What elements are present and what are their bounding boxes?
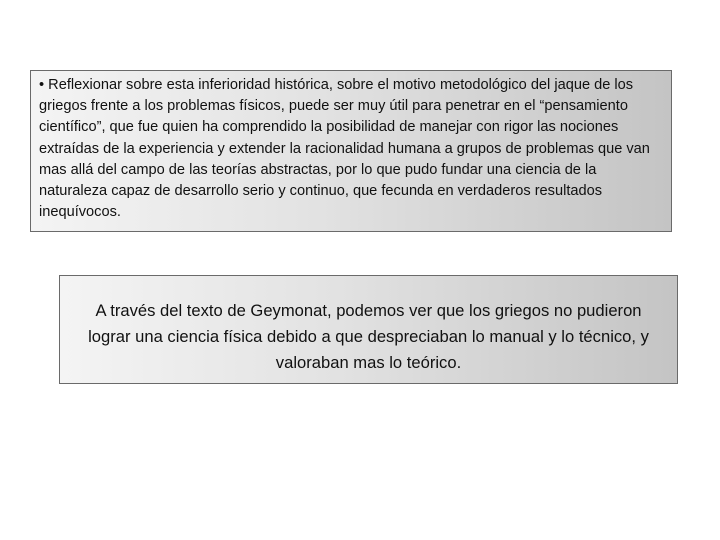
conclusion-text-box (59, 275, 678, 384)
conclusion-paragraph: A través del texto de Geymonat, podemos ver que los griegos no pudieron lograr una ciencia física debido a que despreciaban lo manual y lo técnico, y valoraban mas lo teórico. (88, 301, 649, 372)
quote-text-box (30, 70, 672, 232)
quote-paragraph: Reflexionar sobre esta inferioridad histórica, sobre el motivo metodológico del jaque de los griegos frente a los problemas físicos, puede ser muy útil para penetrar en el “pensamiento científico”, que fue quien ha comprendido la posibilidad de manejar con rigor las nociones extraídas de la experiencia y extender la racionalidad humana a grupos de problemas que van mas allá del campo de las teorías abstractas, por lo que pudo fundar una ciencia de la naturaleza capaz de desarrollo serio y continuo, que fecunda en verdaderos resultados inequívocos. (39, 77, 650, 221)
bullet-marker: • (39, 77, 45, 93)
